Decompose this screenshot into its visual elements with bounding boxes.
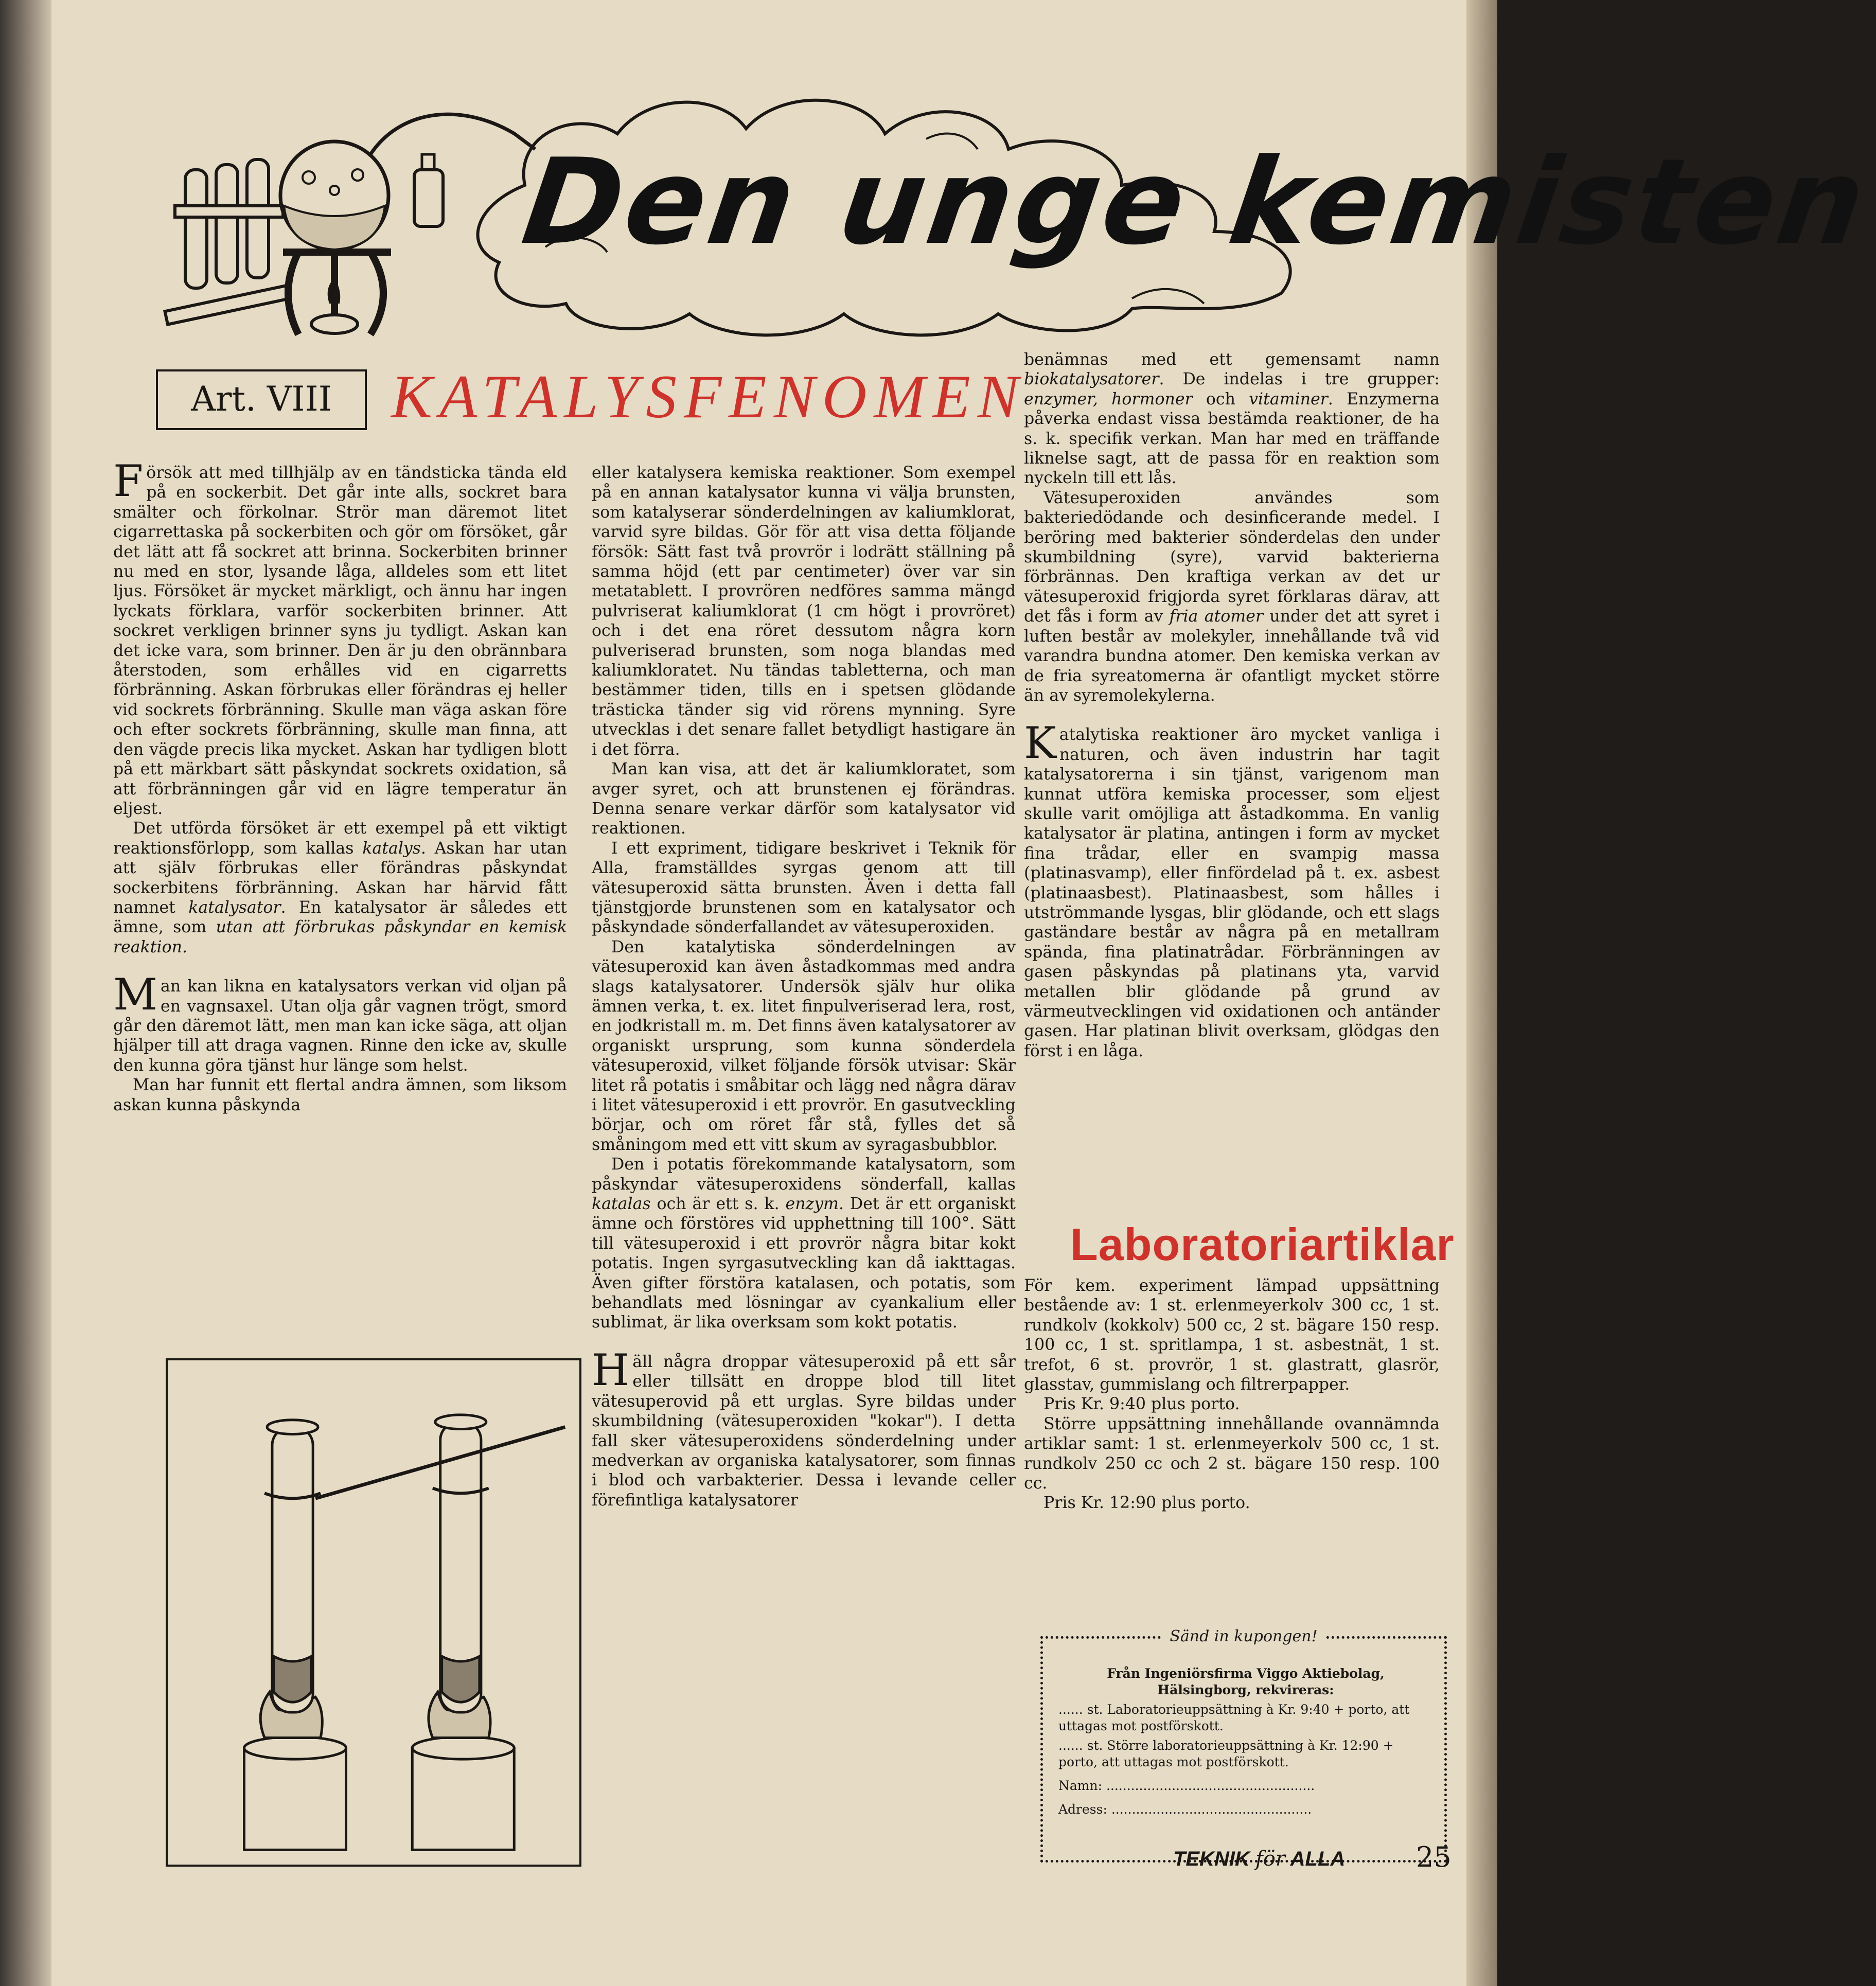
paragraph: eller katalysera kemiska reaktioner. Som exempel på en annan katalysator kunna vi välja brunsten, som katalyserar sönderdelningen av kaliumklorat, varvid syre bildas. Gör för att visa detta följande försök: Sätt fast två provrör i lodrätt ställning på samma höjd (ett par centimeter) över var sin metatablett. I provrören nedföres samma mängd pulvriserat kaliumklorat (1 cm högt i provröret) och i det ena röret dessutom några korn pulveriserad brunsten, som noga blandas med kaliumkloratet. Nu tändas tabletterna, och man bestämmer tiden, tills en i spetsen glödande trästicka tänder sig vid rörens mynning. Syre utvecklas i det senare fallet betydligt hastigare än i det förra. [592,464,1016,759]
small-bottle-icon [414,154,443,226]
paragraph-text: äll några droppar vätesuperoxid på ett sår eller tillsätt en droppe blod till litet vätesuperovid på ett urglas. Syre bildas under skumbildning (vätesuperoxiden "kokar"). I detta fall sker vätesuperoxidens sönderdelning under medverkan av organiska katalysatorer, som finnas i blod och varbakterier. Dessa i levande celler förefintliga katalysatorer [592,1352,1016,1510]
magazine-name-part: ALLA [1285,1848,1346,1870]
definition-text: utan att förbrukas påskyndar en kemisk reaktion. [113,918,567,956]
coupon-order-line-1[interactable]: ...... st. Laboratorieuppsättning à Kr. 9:40 + porto, att uttagas mot postförskott. [1058,1702,1410,1733]
paragraph [592,1155,1016,1333]
ad-price: Pris Kr. 12:90 plus porto. [1043,1494,1250,1513]
article-number: Art. VIII [156,369,367,430]
logo-title: Den unge kemisten [515,134,1876,271]
test-tube-rack-icon [165,159,289,325]
experiment-illustration [166,1358,581,1867]
page-number: 25 [1416,1841,1452,1873]
article-title: KATALYSFENOMEN [391,362,1026,431]
paragraph [113,969,567,1075]
paragraph-text: . De indelas i tre grupper: [1159,370,1440,389]
order-coupon[interactable] [1040,1627,1447,1863]
text-column-1 [113,456,567,1115]
coupon-heading-text: Sänd in kupongen! [1162,1627,1324,1645]
drop-cap: H [592,1344,630,1395]
burner-flame [328,278,341,304]
term-enzymer-hormoner: enzymer, hormoner [1024,389,1193,409]
burner-base [311,315,358,333]
ad-paragraph: För kem. experiment lämpad uppsättning bestående av: 1 st. erlenmeyerkolv 300 cc, 1 st. rundkolv (kokkolv) 500 cc, 2 st. bägare 150 resp. 100 cc, 1 st. spritlampa, 1 st. asbestnät, 1 st. trefot, 6 st. provrör, 1 st. glastratt, glasrör, glasstav, gummislang och filtrerpapper. [1024,1276,1440,1394]
term-biokatalysatorer: biokatalysatorer [1024,370,1159,389]
coupon-from: Från Ingeniörsfirma Viggo Aktiebolag, Hälsingborg, rekvireras: [1107,1666,1385,1697]
ad-title: Laboratoriartiklar [1070,1219,1455,1270]
drop-cap: K [1024,718,1056,769]
text-column-2 [592,463,1016,1510]
paragraph: Man har funnit ett flertal andra ämnen, som liksom askan kunna påskynda [113,1076,567,1114]
paragraph-text: . Det är ett organiskt ämne och förstöres vid upphettning till 100°. Sätt till vätesuperoxid i ett provrör några bitar kokt potatis. Ingen syrgasutveckling kan då iakttagas. Även gifter förstöra katalasen, och potatis, som behandlats med lösningar av cyankalium eller sublimat, är lika overksam som kokt potatis. [592,1195,1016,1332]
term-enzym: enzym [785,1195,839,1214]
ad-text [1024,1276,1440,1513]
paragraph [1024,350,1440,488]
name-label: Namn: [1058,1778,1103,1793]
paragraph [1024,488,1440,705]
paragraph-text: och [1192,389,1249,409]
paragraph-text: . Askan har utan att själv förbrukas eller förändras påskyndat sockerbitens förbränning. Askan har härvid fått namnet [113,839,567,917]
paragraph-text: an kan likna en katalysators verkan vid oljan på en vagnsaxel. Utan olja går vagnen trögt, smord går den däremot lätt, men man kan icke säga, att oljan hjälper till att draga vagnen. Rinne den icke av, skulle den kunna göra tjänst hur länge som helst. [113,977,567,1075]
test-tube-2 [216,165,238,283]
test-tube-apparatus-right [412,1415,514,1850]
paragraph-text: under det att syret i luften består av molekyler, innehållande två vid varandra bundna atomer. Den kemiska verkan av de fria syreatomerna är ofantligt mycket större än av syremolekylerna. [1024,607,1440,705]
magazine-name [1173,1847,1345,1871]
ad-paragraph: Större uppsättning innehållande ovannämnda artiklar samt: 1 st. erlenmeyerkolv 500 cc, 1 st. rundkolv 250 cc och 2 st. bägare 150 resp. 100 cc. [1024,1414,1440,1493]
paragraph: I ett expriment, tidigare beskrivet i Teknik för Alla, framställdes syrgas genom att till vätesuperoxid sätta brunsten. Även i detta fall tjänstgjorde brunstenen som en katalysator och påskyndade sönderfallandet av vätesuperoxiden. [592,839,1016,937]
term-katalysator: katalysator [188,898,281,917]
term-vitaminer: vitaminer [1249,389,1328,409]
term-katalas: katalas [592,1195,651,1214]
paragraph-text: örsök att med tillhjälp av en tändsticka tända eld på en sockerbit. Det går inte alls, sockret bara smälter och förkolnar. Strör man däremot litet cigarrettaska på sockerbiten och gör om försöket, går det lätt att få sockret att brinna. Sockerbiten brinner nu med en stor, lysande låga, alldeles som ett litet ljus. Försöket är mycket märkligt, och ännu har ingen lyckats förklara, varför sockerbiten brinner. Att sockret verkligen brinner syns ju tydligt. Askan kan det icke vara, som brinner. Den är ju den obrännbara återstoden, som erhålles vid en cigarretts förbränning. Askan förbrukas eller förändras ej heller vid sockrets förbränning. Skulle man väga askan före och efter sockrets förbränning, skulle man finna, att den vägde precis lika mycket. Askan har tydligen blott på ett märkbart sätt påskyndat sockrets oxidation, så att förbränningen går vid en lägre temperatur än eljest. [113,464,567,818]
paragraph: Man kan visa, att det är kaliumkloratet, som avger syret, och att brunstenen ej förändras. Denna senare verkar därför som katalysator vid reaktionen. [592,760,1016,838]
paragraph-text: atalytiska reaktioner äro mycket vanliga i naturen, och även industrin har tagit katalysatorerna i sin tjänst, varigenom man kunnat utföra kemiska processer, som eljest skulle varit omöjliga att åstadkomma. En vanlig katalysator är platina, antingen i form av mycket fina trådar, eller en svampig massa (platinasvamp), eller finfördelad på t. ex. asbest (platinaasbest). Platinaasbest, som hålles i utströmmande lysgas, blir glödande, och ett slags gaständare består av några på en metallram spända, fina platinatrådar. Förbränningen av gasen påskyndas på platinans yta, varvid metallen blir glödande på grund av värmeutvecklingen vid oxidationen och antänder gasen. Har platinan blivit overksam, glödgas den först i en låga. [1024,725,1440,1060]
rack-base [165,286,289,324]
drop-cap: F [113,456,144,506]
paragraph: Den katalytiska sönderdelningen av vätesuperoxid kan även åstadkommas med andra slags katalysatorer. Undersök själv hur olika ämnen verka, t. ex. litet finpulveriserad lera, rost, en jodkristall m. m. Det finns även katalysatorer av organiskt ursprung, som kunna sönderdela vätesuperoxid, vilket följande försök utvisar: Skär litet rå potatis i småbitar och lägg ned några därav i litet vätesuperoxid i ett provrör. En gasutveckling börjar, och om röret får stå, fylles det så småningom med ett vitt skum av syragasbubblor. [592,937,1016,1154]
paragraph-text: Den i potatis förekommande katalysatorn, som påskyndar vätesuperoxidens sönderfall, kallas [592,1155,1016,1194]
coupon-name-field[interactable]: Namn: ................................................... [1058,1778,1315,1793]
ad-price: Pris Kr. 9:40 plus porto. [1043,1395,1240,1414]
test-tube-1 [185,170,207,288]
paragraph [113,456,567,819]
coupon-order-line-2[interactable]: ...... st. Större laboratorieuppsättning à Kr. 12:90 + porto, att uttagas mot postförskott. [1058,1738,1394,1769]
page-edge [1466,0,1497,1986]
magazine-name-part: för [1255,1847,1286,1871]
rack-top [175,206,283,217]
coupon-heading [1043,1628,1444,1645]
paragraph-text: benämnas med ett gemensamt namn [1024,350,1440,369]
paragraph-text: . Enzymerna påverka endast vissa bestämda reaktioner, de ha s. k. specifik verkan. Man har med en träffande liknelse sagt, att de passa för en reaktion som nyckeln till ett lås. [1024,389,1440,488]
paragraph [1024,718,1440,1061]
text-column-3 [1024,350,1440,1061]
paragraph-text: och är ett s. k. [650,1195,786,1214]
coupon-address-field[interactable]: Adress: ................................................. [1058,1802,1312,1817]
magazine-name-part: TEKNIK [1173,1848,1255,1870]
term-fria-atomer: fria atomer [1169,607,1264,626]
drop-cap: M [113,969,158,1020]
paragraph [592,1344,1016,1510]
paragraph-text: Det utförda försöket är ett exempel på ett viktigt reaktionsförlopp, som kallas [113,819,567,858]
test-tube-apparatus-left [244,1420,346,1850]
page-binding [0,0,51,1986]
flask-neck-tube [370,114,535,154]
burner-stand-right [412,1748,514,1850]
address-label: Adress: [1058,1802,1107,1817]
flask-on-stand-icon [280,114,535,334]
paragraph-text: . En katalysator är således ett ämne, som [113,898,567,937]
term-katalys: katalys [362,839,421,858]
paragraph [113,819,567,957]
burner-stand-left [244,1748,346,1850]
paragraph-text: Vätesuperoxiden användes som bakteriedödande och desinficerande medel. I beröring med bakterier sönderdelas den under skumbildning (syre), varvid bakterierna förbrännas. Den kraftiga verkan av det ur vätesuperoxid frigjorda syret förklaras därav, att det fås i form av [1024,488,1440,626]
